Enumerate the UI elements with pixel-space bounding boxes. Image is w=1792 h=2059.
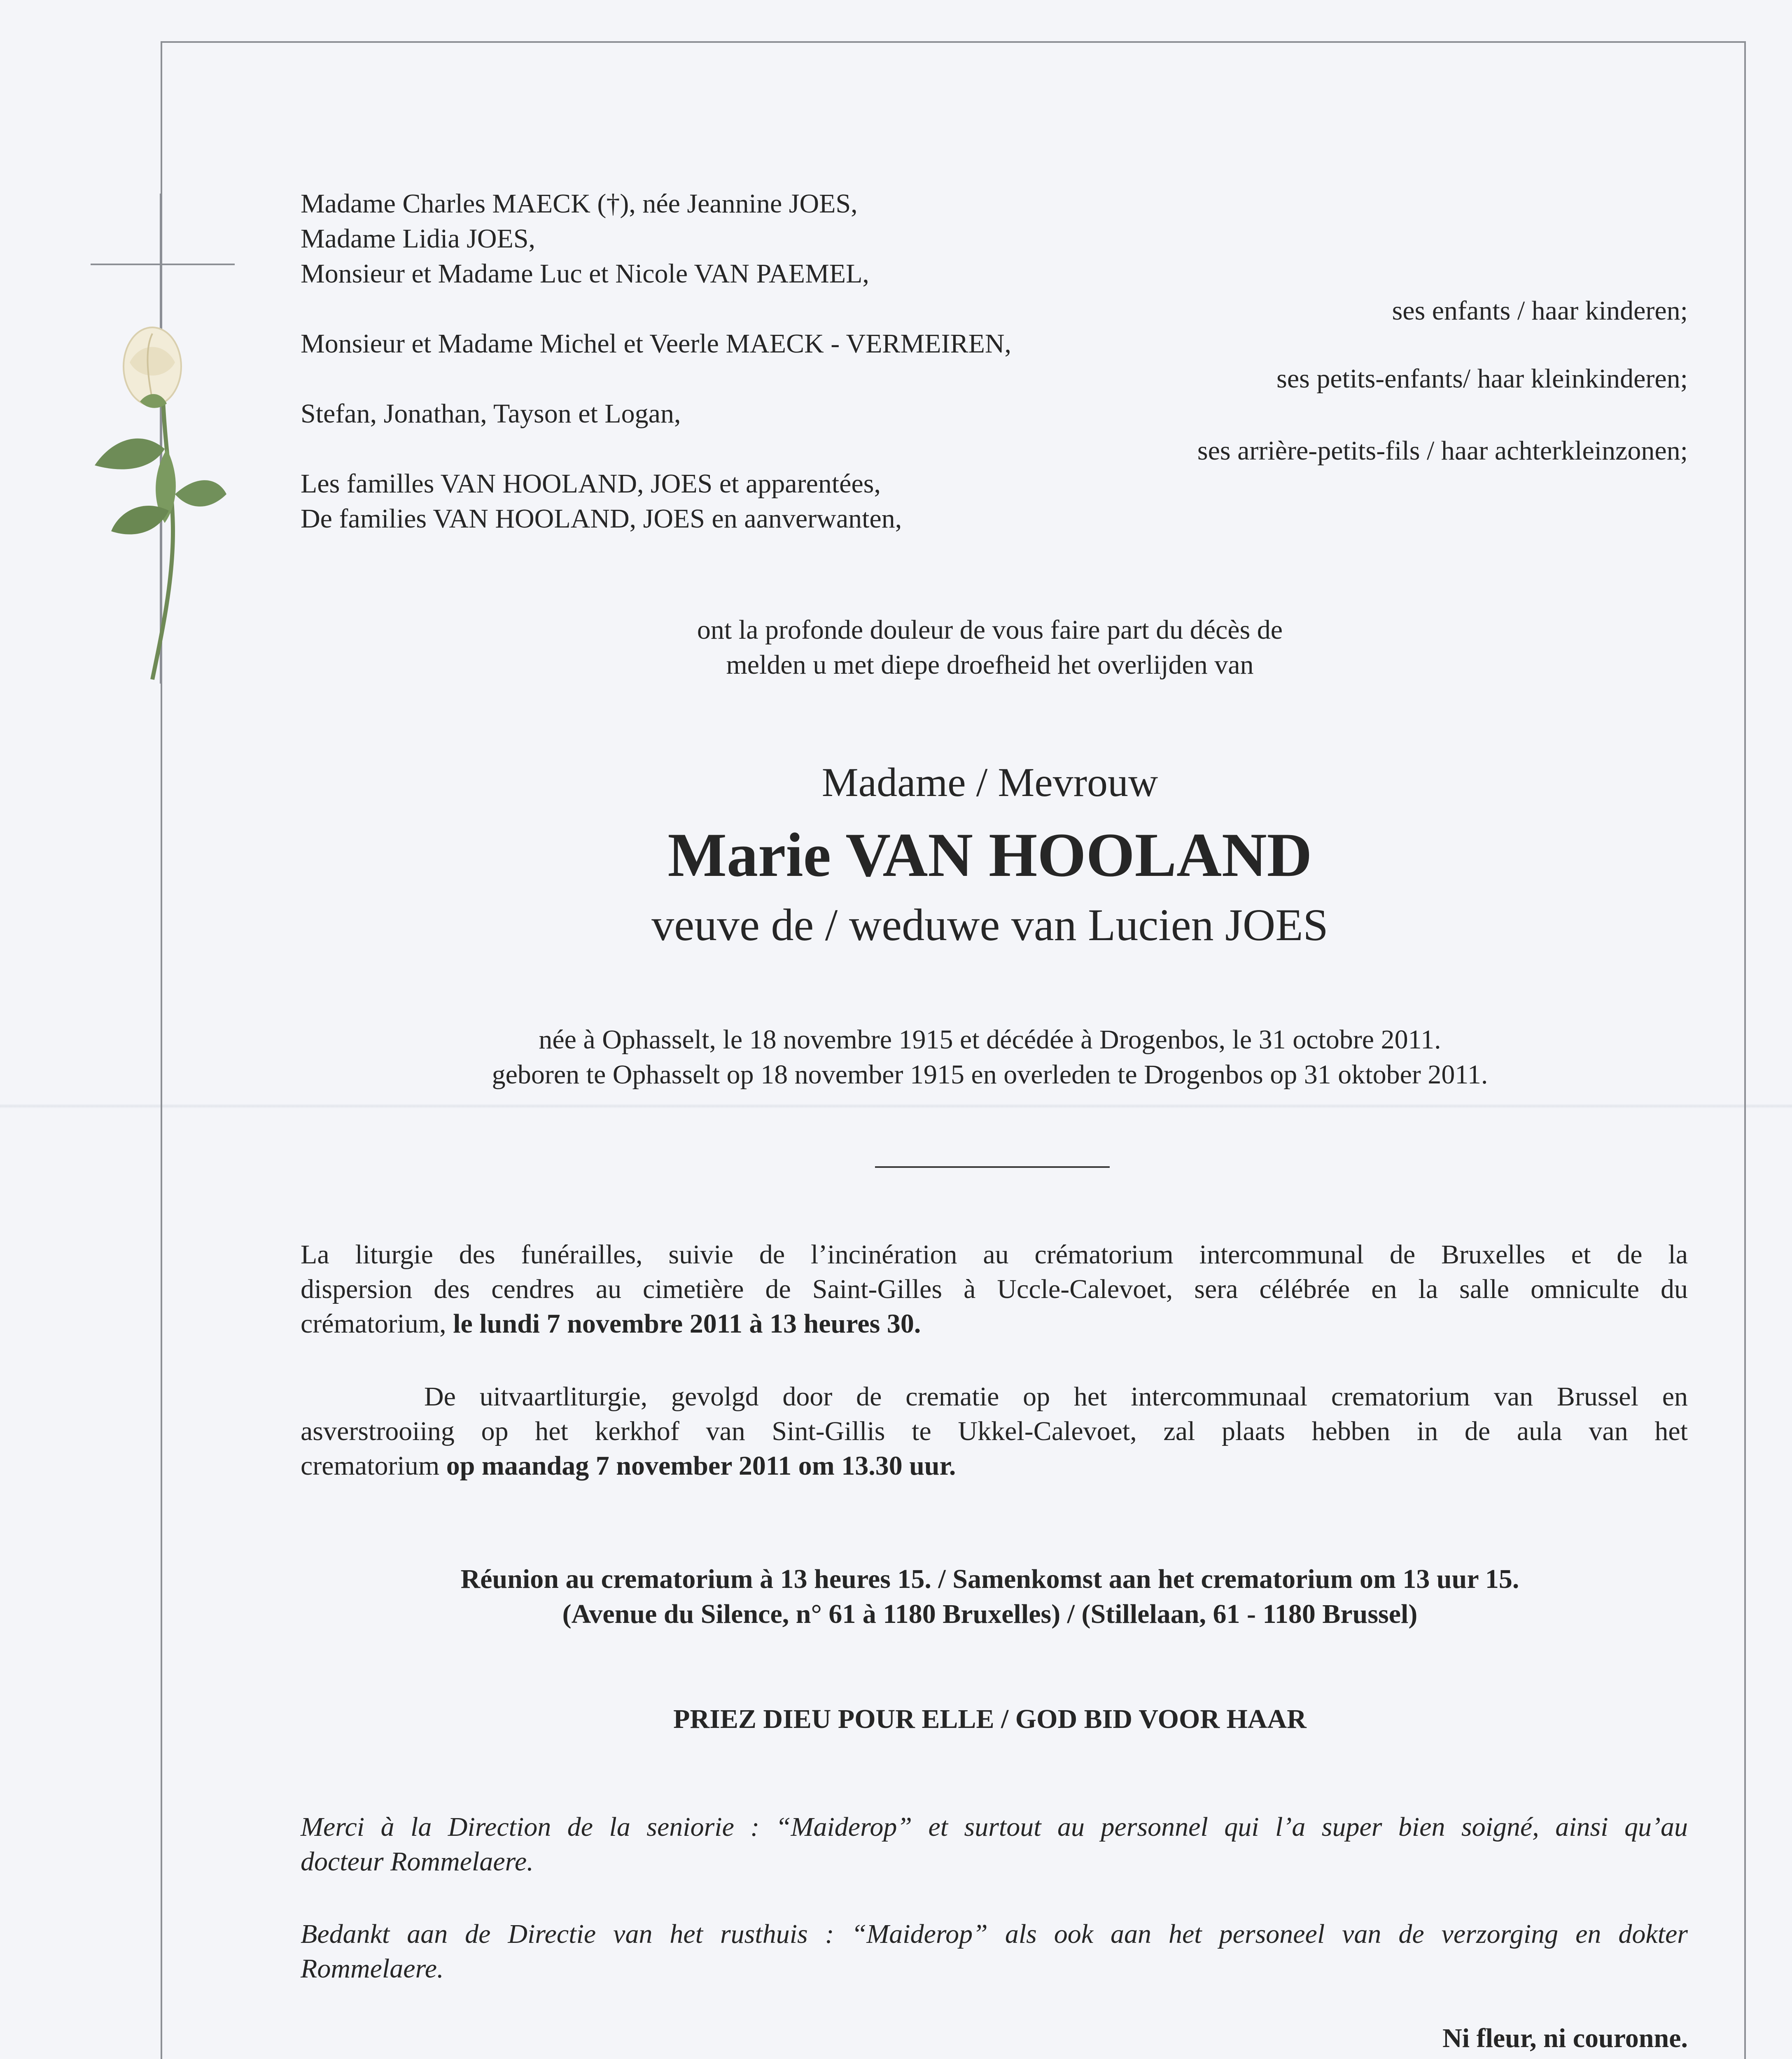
ceremony-nl-date: op maandag 7 november 2011 om 13.30 uur. — [446, 1451, 956, 1481]
announcement-fr: ont la profonde douleur de vous faire part du décès de — [697, 615, 1283, 645]
cross-horizontal — [91, 264, 235, 265]
ceremony-nl — [301, 1380, 1688, 1483]
thanks-fr-line-1: Merci à la Direction de la seniorie : “Maiderop” et surtout au personnel qui l’a super bien soigné, ainsi qu’au — [301, 1812, 1688, 1842]
salutation: Madame / Mevrouw — [821, 759, 1158, 805]
ceremony-nl-prefix: crematorium — [301, 1451, 446, 1481]
thanks-nl-line-1: Bedankt aan de Directie van het rusthuis : “Maiderop” als ook aan het personeel van de verzorging en dokter — [301, 1919, 1688, 1949]
family-line-1: Madame Charles MAECK (†), née Jeannine JOES, — [301, 189, 858, 219]
widow-of: veuve de / weduwe van Lucien JOES — [651, 900, 1328, 950]
no-flowers: Ni fleur, ni couronne. — [1442, 2023, 1688, 2053]
ceremony-nl-line-1: De uitvaartliturgie, gevolgd door de crematie op het intercommunaal crematorium van Brussel en — [424, 1382, 1688, 1412]
ceremony-fr-line-2: dispersion des cendres au cimetière de Saint-Gilles à Uccle-Calevoet, sera célébrée en la salle omniculte du — [301, 1274, 1688, 1304]
prayer: PRIEZ DIEU POUR ELLE / GOD BID VOOR HAAR — [673, 1704, 1307, 1734]
great-grandchildren-role: ses arrière-petits-fils / haar achterkleinzonen; — [1197, 436, 1688, 466]
family-line-3: Monsieur et Madame Luc et Nicole VAN PAEMEL, — [301, 259, 869, 289]
ceremony-fr-date: le lundi 7 novembre 2011 à 13 heures 30. — [453, 1309, 921, 1339]
ceremony-nl-line-3 — [301, 1449, 1688, 1483]
grandchildren-role: ses petits-enfants/ haar kleinkinderen; — [1276, 364, 1688, 394]
family-line-2: Madame Lidia JOES, — [301, 224, 536, 254]
children-role: ses enfants / haar kinderen; — [1392, 296, 1688, 326]
separator-line — [875, 1166, 1110, 1168]
thanks-fr — [301, 1810, 1688, 1879]
announcement-nl: melden u met diepe droefheid het overlijden van — [726, 650, 1254, 680]
born-died-fr: née à Ophasselt, le 18 novembre 1915 et décédée à Drogenbos, le 31 octobre 2011. — [539, 1025, 1441, 1055]
meeting-line-1: Réunion au crematorium à 13 heures 15. / Samenkomst aan het crematorium om 13 uur 15. — [460, 1564, 1519, 1594]
born-died-nl: geboren te Ophasselt op 18 november 1915 en overleden te Drogenbos op 31 oktober 2011. — [492, 1060, 1488, 1090]
family-line-4: Monsieur et Madame Michel et Veerle MAECK - VERMEIREN, — [301, 329, 1012, 359]
thanks-nl-line-2: Rommelaere. — [301, 1954, 444, 1984]
family-line-5: Stefan, Jonathan, Tayson et Logan, — [301, 399, 681, 429]
ceremony-fr-prefix: crématorium, — [301, 1309, 453, 1339]
thanks-nl — [301, 1917, 1688, 1986]
ceremony-fr — [301, 1237, 1688, 1341]
family-line-6: Les familles VAN HOOLAND, JOES et apparentées, — [301, 469, 881, 499]
family-line-7: De families VAN HOOLAND, JOES en aanverwanten, — [301, 504, 902, 534]
deceased-name: Marie VAN HOOLAND — [667, 820, 1312, 889]
thanks-fr-line-2: docteur Rommelaere. — [301, 1847, 534, 1877]
ceremony-fr-line-1: La liturgie des funérailles, suivie de l’incinération au crématorium intercommunal de Bruxelles et de la — [301, 1240, 1688, 1270]
ceremony-nl-line-2: asverstrooiing op het kerkhof van Sint-Gillis te Ukkel-Calevoet, zal plaats hebben in de aula van het — [301, 1416, 1688, 1446]
ceremony-fr-line-3 — [301, 1307, 1688, 1341]
meeting-line-2: (Avenue du Silence, n° 61 à 1180 Bruxelles) / (Stillelaan, 61 - 1180 Brussel) — [562, 1599, 1418, 1629]
